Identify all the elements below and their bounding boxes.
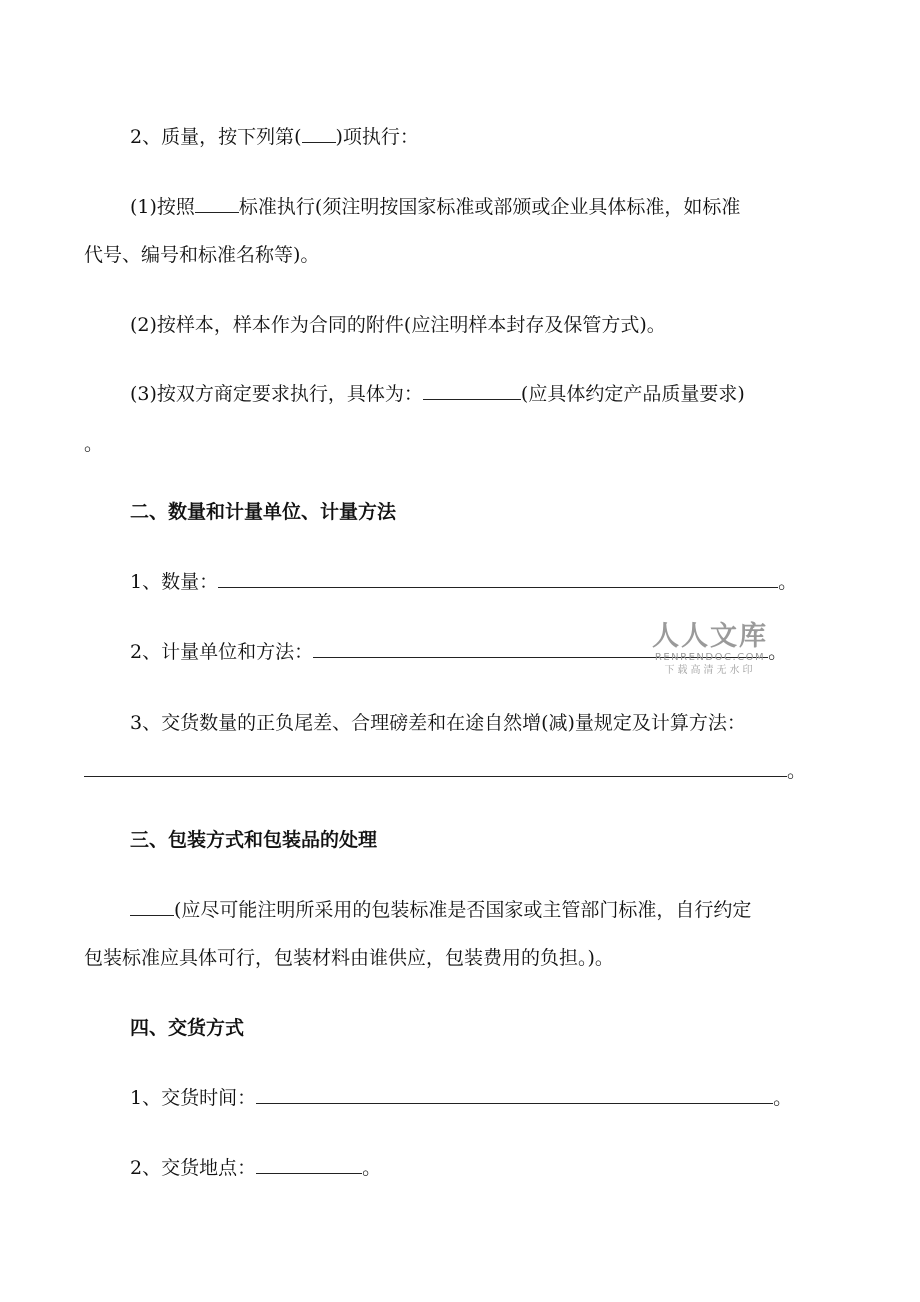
tolerance-blank-line: 。 (84, 758, 834, 784)
packaging-line-cont: 包装标准应具体可行，包装材料由谁供应，包装费用的负担。)。 (84, 947, 614, 969)
quality-option-1: (1)按照 标准执行(须注明按国家标准或部颁或企业具体标准，如标准 (130, 196, 741, 218)
watermark-tagline: 下载高清无水印 (664, 665, 756, 676)
section-heading-packaging: 三、包装方式和包装品的处理 (130, 829, 378, 851)
blank-field (256, 1085, 773, 1104)
blank-field (195, 194, 239, 213)
section-heading-quantity: 二、数量和计量单位、计量方法 (130, 501, 397, 523)
quality-option-3-cont: 。 (84, 433, 104, 455)
quality-option-3: (3)按双方商定要求执行，具体为： (应具体约定产品质量要求) (130, 383, 745, 405)
watermark-logo: 人人文库 (652, 621, 768, 652)
watermark-url: RENRENDOC.COM (654, 652, 766, 663)
unit-method-line: 2、计量单位和方法： 。 (130, 641, 788, 663)
quality-option-2: (2)按样本，样本作为合同的附件(应注明样本封存及保管方式)。 (130, 314, 666, 336)
quantity-line: 1、数量： 。 (130, 571, 798, 593)
quality-option-1-cont: 代号、编号和标准名称等)。 (84, 244, 320, 266)
blank-field (130, 897, 174, 916)
delivery-time-line: 1、交货时间： 。 (130, 1087, 793, 1109)
tolerance-line: 3、交货数量的正负尾差、合理磅差和在途自然增(减)量规定及计算方法： (130, 712, 746, 734)
blank-field (84, 758, 787, 777)
blank-field (302, 124, 336, 143)
packaging-line: (应尽可能注明所采用的包装标准是否国家或主管部门标准，自行约定 (130, 897, 880, 923)
delivery-place-line: 2、交货地点： 。 (130, 1157, 382, 1179)
blank-field (218, 569, 778, 588)
blank-field (423, 381, 521, 400)
blank-field (256, 1155, 362, 1174)
watermark (648, 622, 772, 678)
section-heading-delivery: 四、交货方式 (130, 1017, 245, 1039)
quality-clause: 2、质量，按下列第( )项执行： (130, 126, 419, 148)
